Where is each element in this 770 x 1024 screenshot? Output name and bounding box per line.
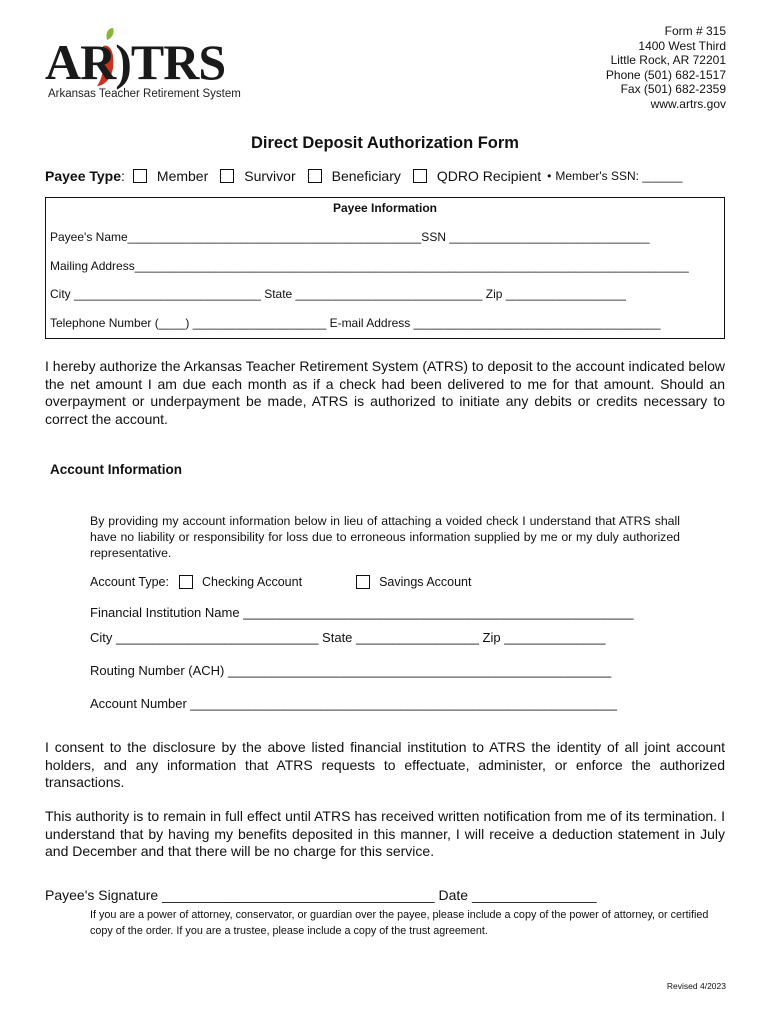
city-state-zip-field[interactable]: City ____________________________ State ____________________________ Zip __________________ — [50, 287, 626, 301]
payee-information-box — [45, 197, 725, 339]
telephone-email-field[interactable]: Telephone Number (____) ____________________ E-mail Address _____________________________________ — [50, 316, 661, 330]
signature-date-field[interactable]: Payee's Signature ___________________________________ Date ________________ — [45, 887, 597, 903]
signature-note: If you are a power of attorney, conservator, or guardian over the payee, please include a copy of the power of attorney, or certified copy of the order. If you are a trustee, please include a copy of the trust agreement. — [90, 909, 709, 937]
account-information-heading: Account Information — [50, 462, 182, 477]
fax-number: Fax (501) 682-2359 — [620, 82, 726, 97]
form-number: Form # 315 — [664, 24, 726, 38]
qdro-checkbox[interactable] — [413, 169, 427, 183]
consent-paragraph: I consent to the disclosure by the above listed financial institution to ATRS the identity of all joint account holders, and any information that ATRS requests to effectuate, administer, or enforce the authorized transactions. — [45, 739, 725, 790]
payee-name-ssn-field[interactable]: Payee's Name____________________________________________SSN ______________________________ — [50, 230, 650, 244]
beneficiary-checkbox[interactable] — [308, 169, 322, 183]
checking-account-checkbox[interactable] — [179, 575, 193, 589]
payee-type-label: Payee Type: — [45, 168, 125, 184]
account-type-label: Account Type: — [90, 575, 169, 589]
payee-type-row — [45, 168, 682, 184]
account-notice-paragraph: By providing my account information below in lieu of attaching a voided check I understand that ATRS shall have no liability or responsibility for loss due to erroneous information supplied by me or my duly authorized representative. — [90, 514, 680, 560]
financial-institution-field[interactable]: Financial Institution Name ______________________________________________________ — [90, 605, 634, 620]
page-title: Direct Deposit Authorization Form — [251, 134, 519, 152]
city-address: Little Rock, AR 72201 — [610, 53, 726, 68]
logo-wordmark: AR)TRS — [45, 34, 226, 90]
savings-account-checkbox[interactable] — [356, 575, 370, 589]
member-option-label: Member — [156, 168, 209, 184]
authority-paragraph: This authority is to remain in full effect until ATRS has received written notification from me of its termination. I understand that by having my benefits deposited in this manner, I will receive a deduction statement in July and December and that there will be no charge for this service. — [45, 808, 725, 859]
payee-information-title: Payee Information — [332, 201, 438, 215]
atrs-logo — [45, 28, 245, 104]
bullet-separator: • — [547, 169, 552, 183]
qdro-option-label: QDRO Recipient — [436, 168, 542, 184]
phone-number: Phone (501) 682-1517 — [605, 67, 726, 82]
survivor-option-label: Survivor — [244, 168, 296, 184]
address-block — [606, 24, 726, 112]
website-link[interactable]: www.artrs.gov — [650, 96, 726, 111]
mailing-address-field[interactable]: Mailing Address___________________________________________________________________________________ — [50, 259, 689, 273]
checking-account-label: Checking Account — [202, 575, 303, 589]
institution-city-state-zip-field[interactable]: City ____________________________ State _________________ Zip ______________ — [90, 630, 606, 645]
beneficiary-option-label: Beneficiary — [331, 168, 401, 184]
revision-date: Revised 4/2023 — [666, 981, 726, 991]
member-ssn-field[interactable]: Member's SSN: ______ — [555, 169, 683, 183]
survivor-checkbox[interactable] — [220, 169, 234, 183]
member-checkbox[interactable] — [133, 169, 147, 183]
routing-number-field[interactable]: Routing Number (ACH) _____________________________________________________ — [90, 663, 612, 678]
street-address: 1400 West Third — [638, 38, 726, 53]
account-type-row — [90, 575, 471, 589]
savings-account-label: Savings Account — [379, 575, 472, 589]
authorization-paragraph: I hereby authorize the Arkansas Teacher Retirement System (ATRS) to deposit to the account indicated below the net amount I am due each month as if a check had been delivered to me for that amount. Should an overpayment or underpayment be made, ATRS is authorized to initiate any debits or credits necessary to correct the account. — [45, 358, 725, 427]
logo-subtitle: Arkansas Teacher Retirement System — [48, 88, 241, 100]
account-number-field[interactable]: Account Number ___________________________________________________________ — [90, 696, 618, 711]
